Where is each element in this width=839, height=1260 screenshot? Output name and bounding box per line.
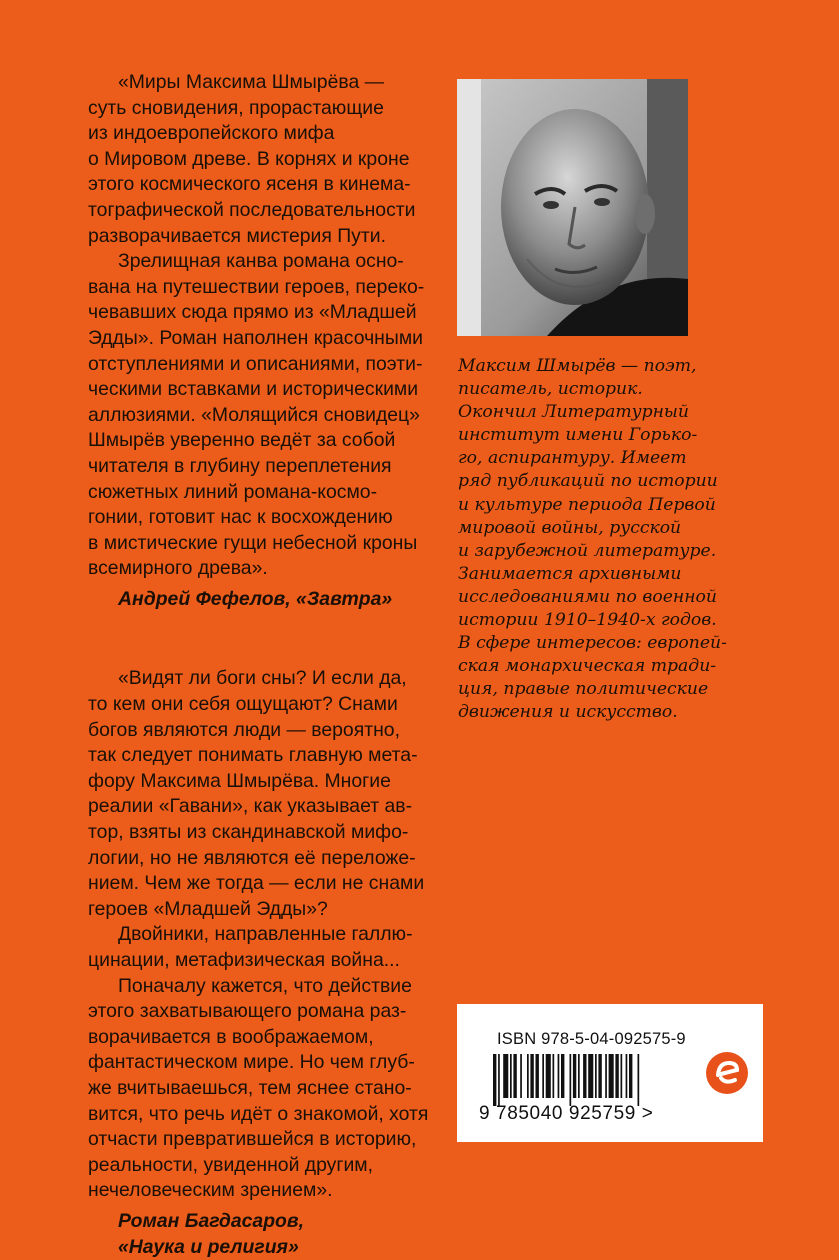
barcode-bar [629, 1054, 632, 1098]
barcode-bar [493, 1054, 496, 1106]
review-line: гонии, готовит нас к восхождению [88, 506, 393, 529]
review-line: фантастическом мире. Но чем глуб- [88, 1051, 415, 1074]
review-line: «Миры Максима Шмырёва — [118, 71, 385, 93]
review-line: Шмырёв уверенно ведёт за собой [88, 429, 396, 452]
barcode-bar [638, 1054, 640, 1106]
review-line: «Видят ли боги сны? И если да, [118, 667, 407, 690]
review-line: реальности, увиденной другим, [88, 1153, 373, 1176]
bio-line: ряд публикаций по истории [458, 471, 718, 492]
review-line: отступлениями и описаниями, поэти- [88, 352, 423, 375]
review-line: же вчитываешься, тем яснее стано- [88, 1076, 412, 1099]
author-photo-image [457, 79, 688, 336]
author-photo [457, 79, 688, 336]
review-line: Эдды». Роман наполнен красочными [88, 326, 423, 349]
review-line: Двойники, направленные галлю- [118, 923, 413, 946]
reviews-column [88, 70, 433, 1260]
review-line: реалии «Гавани», как указывает ав- [88, 795, 413, 818]
bio-line: истории 1910–1940-х годов. [458, 610, 717, 631]
review-line: читателя в глубину переплетения [88, 454, 392, 477]
review-line: сюжетных линий романа-космо- [88, 480, 378, 503]
review-line: отчасти превратившейся в историю, [88, 1128, 417, 1151]
author-bio [458, 355, 758, 725]
review-line: то кем они себя ощущают? Снами [88, 693, 398, 716]
isbn-label: ISBN 978-5-04-092575-9 [497, 1030, 686, 1048]
barcode-bar [561, 1054, 564, 1098]
barcode-bar [542, 1054, 544, 1098]
review-line: ческими вставками и историческими [88, 378, 419, 401]
review-line: богов являются люди — вероятно, [88, 718, 400, 741]
review-line: героев «Младшей Эдды»? [88, 897, 328, 920]
barcode-bar [513, 1054, 516, 1098]
review-line: вана на путешествии героев, переко- [88, 275, 425, 298]
review-line: суть сновидения, прорастающие [88, 96, 384, 119]
review-line: фору Максима Шмырёва. Многие [88, 769, 391, 792]
review-line: аллюзиями. «Молящийся сновидец» [88, 403, 420, 426]
review-line: нием. Чем же тогда — если не снами [88, 872, 425, 895]
review-line: тор, взяты из скандинавской мифо- [88, 821, 409, 844]
bio-line: Окончил Литературный [458, 402, 689, 423]
bio-line: движения и искусство. [458, 702, 678, 723]
barcode-bar [510, 1054, 512, 1098]
barcode-panel [457, 1004, 763, 1142]
review-line: цинации, метафизическая война... [88, 949, 400, 971]
barcode-bar [570, 1054, 572, 1106]
barcode-bar [498, 1054, 500, 1106]
barcode-digits: 9 785040 925759 > [479, 1103, 654, 1124]
bio-line: и зарубежной литературе. [458, 540, 717, 561]
barcode-bar [520, 1054, 522, 1098]
review-line: этого космического ясеня в кинема- [88, 173, 411, 196]
review-line: логии, но не являются её переложе- [88, 846, 416, 869]
barcode-bar [578, 1054, 580, 1098]
review-line: этого захватывающего романа раз- [88, 1000, 407, 1023]
review-2-signature-source: «Наука и религия» [118, 1235, 299, 1258]
bio-line: исследованиями по военной [458, 586, 717, 607]
bio-line: ская монархическая тради- [458, 656, 717, 677]
review-1-signature: Андрей Фефелов, «Завтра» [118, 587, 393, 610]
barcode-bar [605, 1054, 607, 1098]
barcode-bar [503, 1054, 508, 1098]
bio-line: Максим Шмырёв — поэт, [458, 356, 697, 376]
barcode-bar [598, 1054, 601, 1098]
review-line: всемирного древа». [88, 557, 268, 580]
barcode-bar [573, 1054, 576, 1098]
review-line: Зрелищная канва романа осно- [118, 250, 404, 273]
review-line: так следует понимать главную мета- [88, 744, 418, 767]
bio-line: Занимается архивными [458, 563, 682, 584]
review-line: тографической последовательности [88, 198, 416, 221]
bio-line: писатель, историк. [458, 379, 643, 400]
review-line: чевавших сюда прямо из «Младшей [88, 301, 417, 324]
bio-line: и культуре периода Первой [458, 494, 716, 515]
barcode-bar [588, 1054, 593, 1098]
barcode-bar [546, 1054, 551, 1098]
review-line: о Мировом древе. В корнях и кроне [88, 147, 410, 170]
barcode-bar [558, 1054, 560, 1098]
publisher-logo-icon [705, 1051, 749, 1095]
barcode-bar [595, 1054, 597, 1098]
bio-line: го, аспирантуру. Имеет [458, 448, 687, 469]
barcode-bar [583, 1054, 586, 1098]
barcode-bar [609, 1054, 614, 1098]
barcode-bar [527, 1054, 529, 1098]
barcode-bar [626, 1054, 628, 1098]
review-1 [88, 70, 433, 612]
barcode-bar [536, 1054, 539, 1098]
review-line: в мистические гущи небесной кроны [88, 531, 418, 554]
review-line: вится, что речь идёт о знакомой, хотя [88, 1102, 429, 1125]
review-2-signature: Роман Багдасаров, [118, 1209, 305, 1232]
review-line: ворачивается в воображаемом, [88, 1025, 374, 1048]
barcode-bar [530, 1054, 533, 1098]
barcode-bars [493, 1054, 693, 1106]
bio-line: В сфере интересов: европей- [458, 633, 727, 654]
review-line: разворачивается мистерия Пути. [88, 224, 386, 247]
review-2 [88, 666, 433, 1260]
barcode-bar [615, 1054, 618, 1098]
bio-line: мировой войны, русской [458, 517, 682, 538]
bio-line: институт имени Горько- [458, 425, 698, 446]
review-line: нечеловеческим зрением». [88, 1179, 333, 1202]
barcode-bar [621, 1054, 623, 1098]
review-line: из индоевропейского мифа [88, 122, 335, 145]
review-line: Поначалу кажется, что действие [118, 974, 412, 997]
barcode-bar [553, 1054, 555, 1098]
bio-line: ция, правые политические [458, 679, 709, 700]
